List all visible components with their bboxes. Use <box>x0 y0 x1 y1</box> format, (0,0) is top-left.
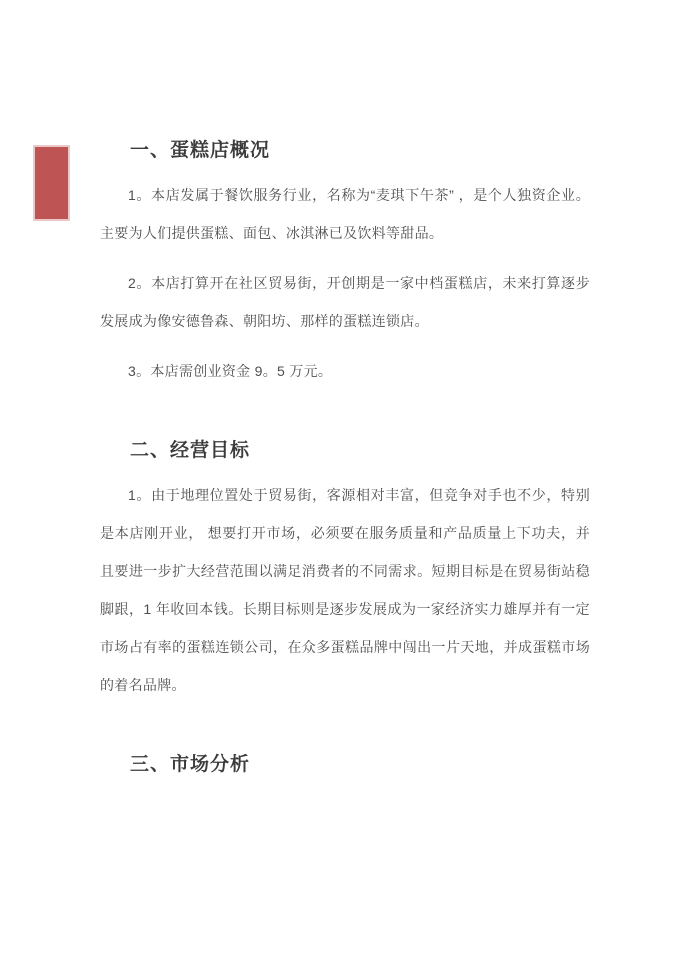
section-shop-overview <box>100 138 590 390</box>
paragraph: 3。本店需创业资金 9。5 万元。 <box>128 363 333 379</box>
document-content <box>100 138 590 778</box>
section-heading-market-analysis: 三、市场分析 <box>130 754 251 775</box>
section-heading-business-goals: 二、经营目标 <box>130 440 251 461</box>
paragraph: 1。由于地理位置处于贸易街，客源相对丰富，但竞争对手也不少，特别是本店刚开业， 想要打开市场，必须要在服务质量和产品质量上下功夫，并且要进一步扩大经营范围以满足消费者的不同需求。短期目标是在贸易街站稳脚跟，1 年收回本钱。长期目标则是逐步发展成为一家经济实力雄厚并有一定市场占有率的蛋糕连锁公司，在众多蛋糕品牌中闯出一片天地，并成蛋糕市场的着名品牌。 <box>100 487 590 693</box>
paragraph: 1。本店发属于餐饮服务行业，名称为“麦琪下午茶” ，是个人独资企业。主要为人们提供蛋糕、面包、冰淇淋已及饮料等甜品。 <box>100 187 590 241</box>
red-accent-block <box>33 145 70 221</box>
section-heading-shop-overview: 一、蛋糕店概况 <box>130 140 271 161</box>
paragraph: 2。本店打算开在社区贸易街，开创期是一家中档蛋糕店，未来打算逐步发展成为像安德鲁森、朝阳坊、那样的蛋糕连锁店。 <box>100 275 590 329</box>
section-market-analysis <box>100 752 590 778</box>
section-business-goals <box>100 438 590 704</box>
